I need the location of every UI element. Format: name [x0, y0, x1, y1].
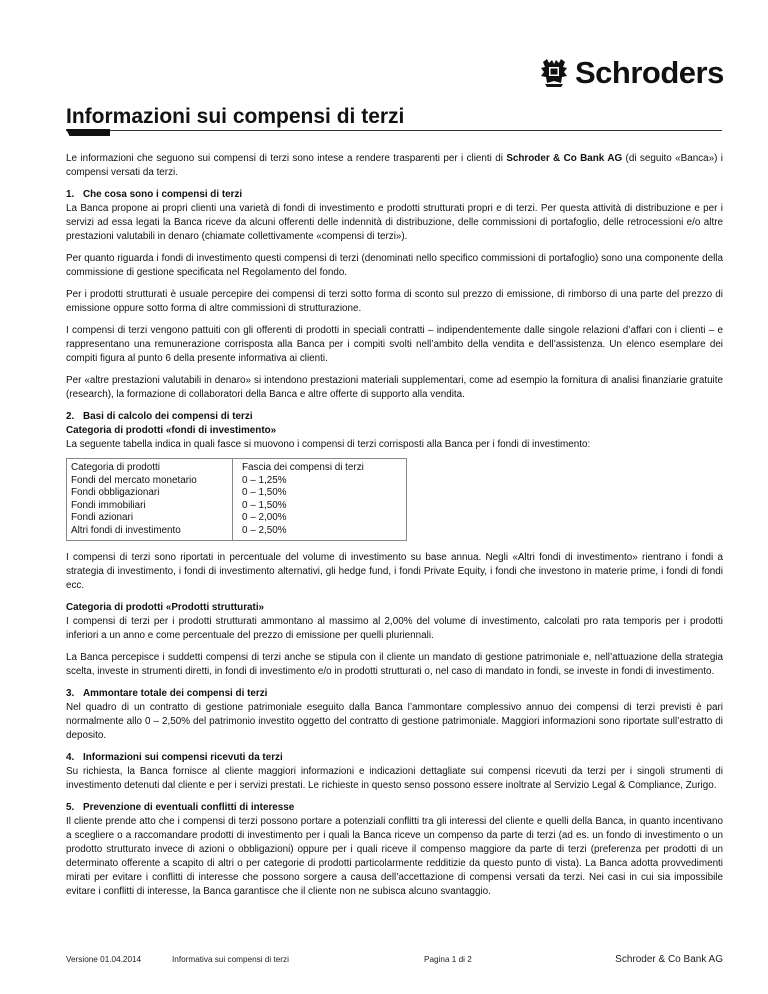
table-cell: 0 – 2,00%: [242, 512, 287, 523]
category-column: [67, 459, 233, 540]
heraldic-crest-icon: [537, 58, 571, 88]
paragraph: Nel quadro di un contratto di gestione patrimoniale eseguito dalla Banca l’ammontare complessivo annuo dei compensi di terzi previsti è pari normalmente allo 0 – 2,50% del patrimonio investito oggetto del contratto di gestione patrimoniale. Maggiori informazioni sono riportate sull’estratto di deposito.: [66, 702, 723, 741]
table-cell: Fondi del mercato monetario: [71, 474, 197, 486]
table-cell: Fondi immobiliari: [71, 499, 146, 511]
fee-table: [66, 458, 407, 541]
footer-doc-name: Informativa sui compensi di terzi: [172, 955, 289, 964]
table-cell: 0 – 2,50%: [242, 524, 287, 536]
title-divider: [66, 130, 722, 131]
subheading: Categoria di prodotti «Prodotti strutturati»: [66, 602, 265, 613]
table-cell: 0 – 1,25%: [242, 474, 287, 486]
paragraph: Su richiesta, la Banca fornisce al cliente maggiori informazioni e indicazioni dettagliate sui compensi ricevuti da terzi per i singoli strumenti di investimento detenuti dal cliente e per i servizi prestati. Le richieste in questo senso possono essere inoltrate al Servizio Legal & Compliance, Zurigo.: [66, 766, 723, 791]
section-4: [66, 751, 723, 793]
paragraph: I compensi di terzi vengono pattuiti con gli offerenti di prodotti in speciali contratti – indipendentemente dalle singole relazioni d’affari con i clienti – e rappresentano una remunerazione corrisposta alla Banca per i compiti svolti nell’ambito della vendita e dell’assistenza. Un elenco esemplare dei compiti figura al punto 6 della presente informativa ai clienti.: [66, 325, 723, 364]
section-5: [66, 801, 723, 899]
paragraph: Per quanto riguarda i fondi di investimento questi compensi di terzi (denominati nello specifico commissioni di portafoglio) sono una componente della commissione di gestione specificata nel Regolamento del fondo.: [66, 253, 723, 278]
page-title: Informazioni sui compensi di terzi: [66, 105, 405, 128]
footer-version: Versione 01.04.2014: [66, 955, 142, 964]
table-cell: Fondi azionari: [71, 512, 134, 523]
section-heading: 2. Basi di calcolo dei compensi di terzi: [66, 411, 253, 422]
title-accent-bar: [66, 129, 110, 136]
table-cell: 0 – 1,50%: [242, 499, 287, 511]
section-2: [66, 410, 723, 679]
paragraph: Per «altre prestazioni valutabili in denaro» si intendono prestazioni materiali supplementari, come ad esempio la fornitura di analisi finanziarie gratuite (research), la formazione di collaboratori della Banca e altre offerte di supporto alla vendita.: [66, 375, 723, 400]
paragraph: La Banca percepisce i suddetti compensi di terzi anche se stipula con il cliente un mandato di gestione patrimoniale e, nell’attuazione della strategia scelta, investe in strumenti diretti, in fondi di investimento e/o in prodotti strutturati o, nel caso di mandato in fondi, se investe in fondi di investimento.: [66, 652, 723, 677]
footer-page-number: Pagina 1 di 2: [424, 955, 472, 964]
schroders-logo: [537, 55, 724, 90]
paragraph: I compensi di terzi sono riportati in percentuale del volume di investimento su base annua. Negli «Altri fondi di investimento» rientrano i fondi a strategia di investimento, i fondi di investimento alternativi, gli hedge fund, i fondi Private Equity, i fondi che investono in materie prime, i fondi di fondi ecc.: [66, 552, 723, 591]
paragraph: I compensi di terzi per i prodotti strutturati ammontano al massimo al 2,00% del volume di investimento, calcolati pro rata temporis per i prodotti inferiori a un anno e come percentuale del prezzo di emissione per quelli pluriennali.: [66, 616, 723, 641]
document-body: [66, 152, 723, 907]
table-header-fee: Fascia dei compensi di terzi: [242, 462, 364, 473]
section-heading: 5. Prevenzione di eventuali conflitti di interesse: [66, 802, 295, 813]
footer-company: Schroder & Co Bank AG: [615, 954, 723, 965]
logo-wordmark: Schroders: [575, 55, 724, 90]
intro-paragraph: Le informazioni che seguono sui compensi di terzi sono intese a rendere trasparenti per i clienti di Schroder & Co Bank AG (di seguito «Banca») i compensi versati da terzi.: [66, 153, 724, 178]
table-cell: Fondi obbligazionari: [71, 487, 160, 498]
section-heading: 1. Che cosa sono i compensi di terzi: [66, 189, 243, 200]
paragraph: Il cliente prende atto che i compensi di terzi possono portare a potenziali conflitti tra gli interessi del cliente e quelli della Banca, in quanto incentivano a scegliere o a raccomandare prodotti di investimento per i quali la Banca riceve un compenso da parte di terzi (ad es. un fondo di investimento o un prodotto strutturato invece di azioni o obbligazioni) oppure per i quali riceve il compenso maggiore da parte di terzi (preferenza per prodotti di un determinato offerente a scapito di altri o per categorie di prodotti particolarmente redditizie da questo punto di vista). La Banca adotta provvedimenti mirati per evitare i conflitti di interesse che possono sorgere a causa dell’accettazione di compensi versati da terzi. Nei casi in cui sia impossibile evitare i conflitti di interesse, la Banca garantisce che il cliente non ne subisca alcuno svantaggio.: [66, 816, 723, 897]
subheading: Categoria di prodotti «fondi di investimento»: [66, 425, 277, 436]
table-intro: La seguente tabella indica in quali fasce si muovono i compensi di terzi corrisposti alla Banca per i fondi di investimento:: [66, 439, 591, 450]
table-header-category: Categoria di prodotti: [71, 462, 160, 473]
paragraph: La Banca propone ai propri clienti una varietà di fondi di investimento e prodotti strutturati propri e di terzi. Per questa attività di distribuzione e per i servizi ad essa legati la Banca riceve da alcuni offerenti delle indennità di distribuzione, delle commissioni di portafoglio, delle retrocessioni e/o altre prestazioni valutabili in denaro (chiamate collettivamente «compensi di terzi»).: [66, 203, 723, 242]
table-cell: 0 – 1,50%: [242, 487, 287, 498]
table-cell: Altri fondi di investimento: [71, 524, 181, 536]
paragraph: Per i prodotti strutturati è usuale percepire dei compensi di terzi sotto forma di sconto sul prezzo di emissione, di rimborso di una parte del prezzo di emissione oppure sotto forma di altre commissioni di strutturazione.: [66, 289, 723, 314]
section-3: [66, 687, 723, 743]
section-1: [66, 188, 723, 402]
bank-name: Schroder & Co Bank AG: [506, 153, 623, 164]
section-heading: 4. Informazioni sui compensi ricevuti da terzi: [66, 752, 283, 763]
fee-column: [233, 459, 406, 540]
section-heading: 3. Ammontare totale dei compensi di terzi: [66, 688, 268, 699]
